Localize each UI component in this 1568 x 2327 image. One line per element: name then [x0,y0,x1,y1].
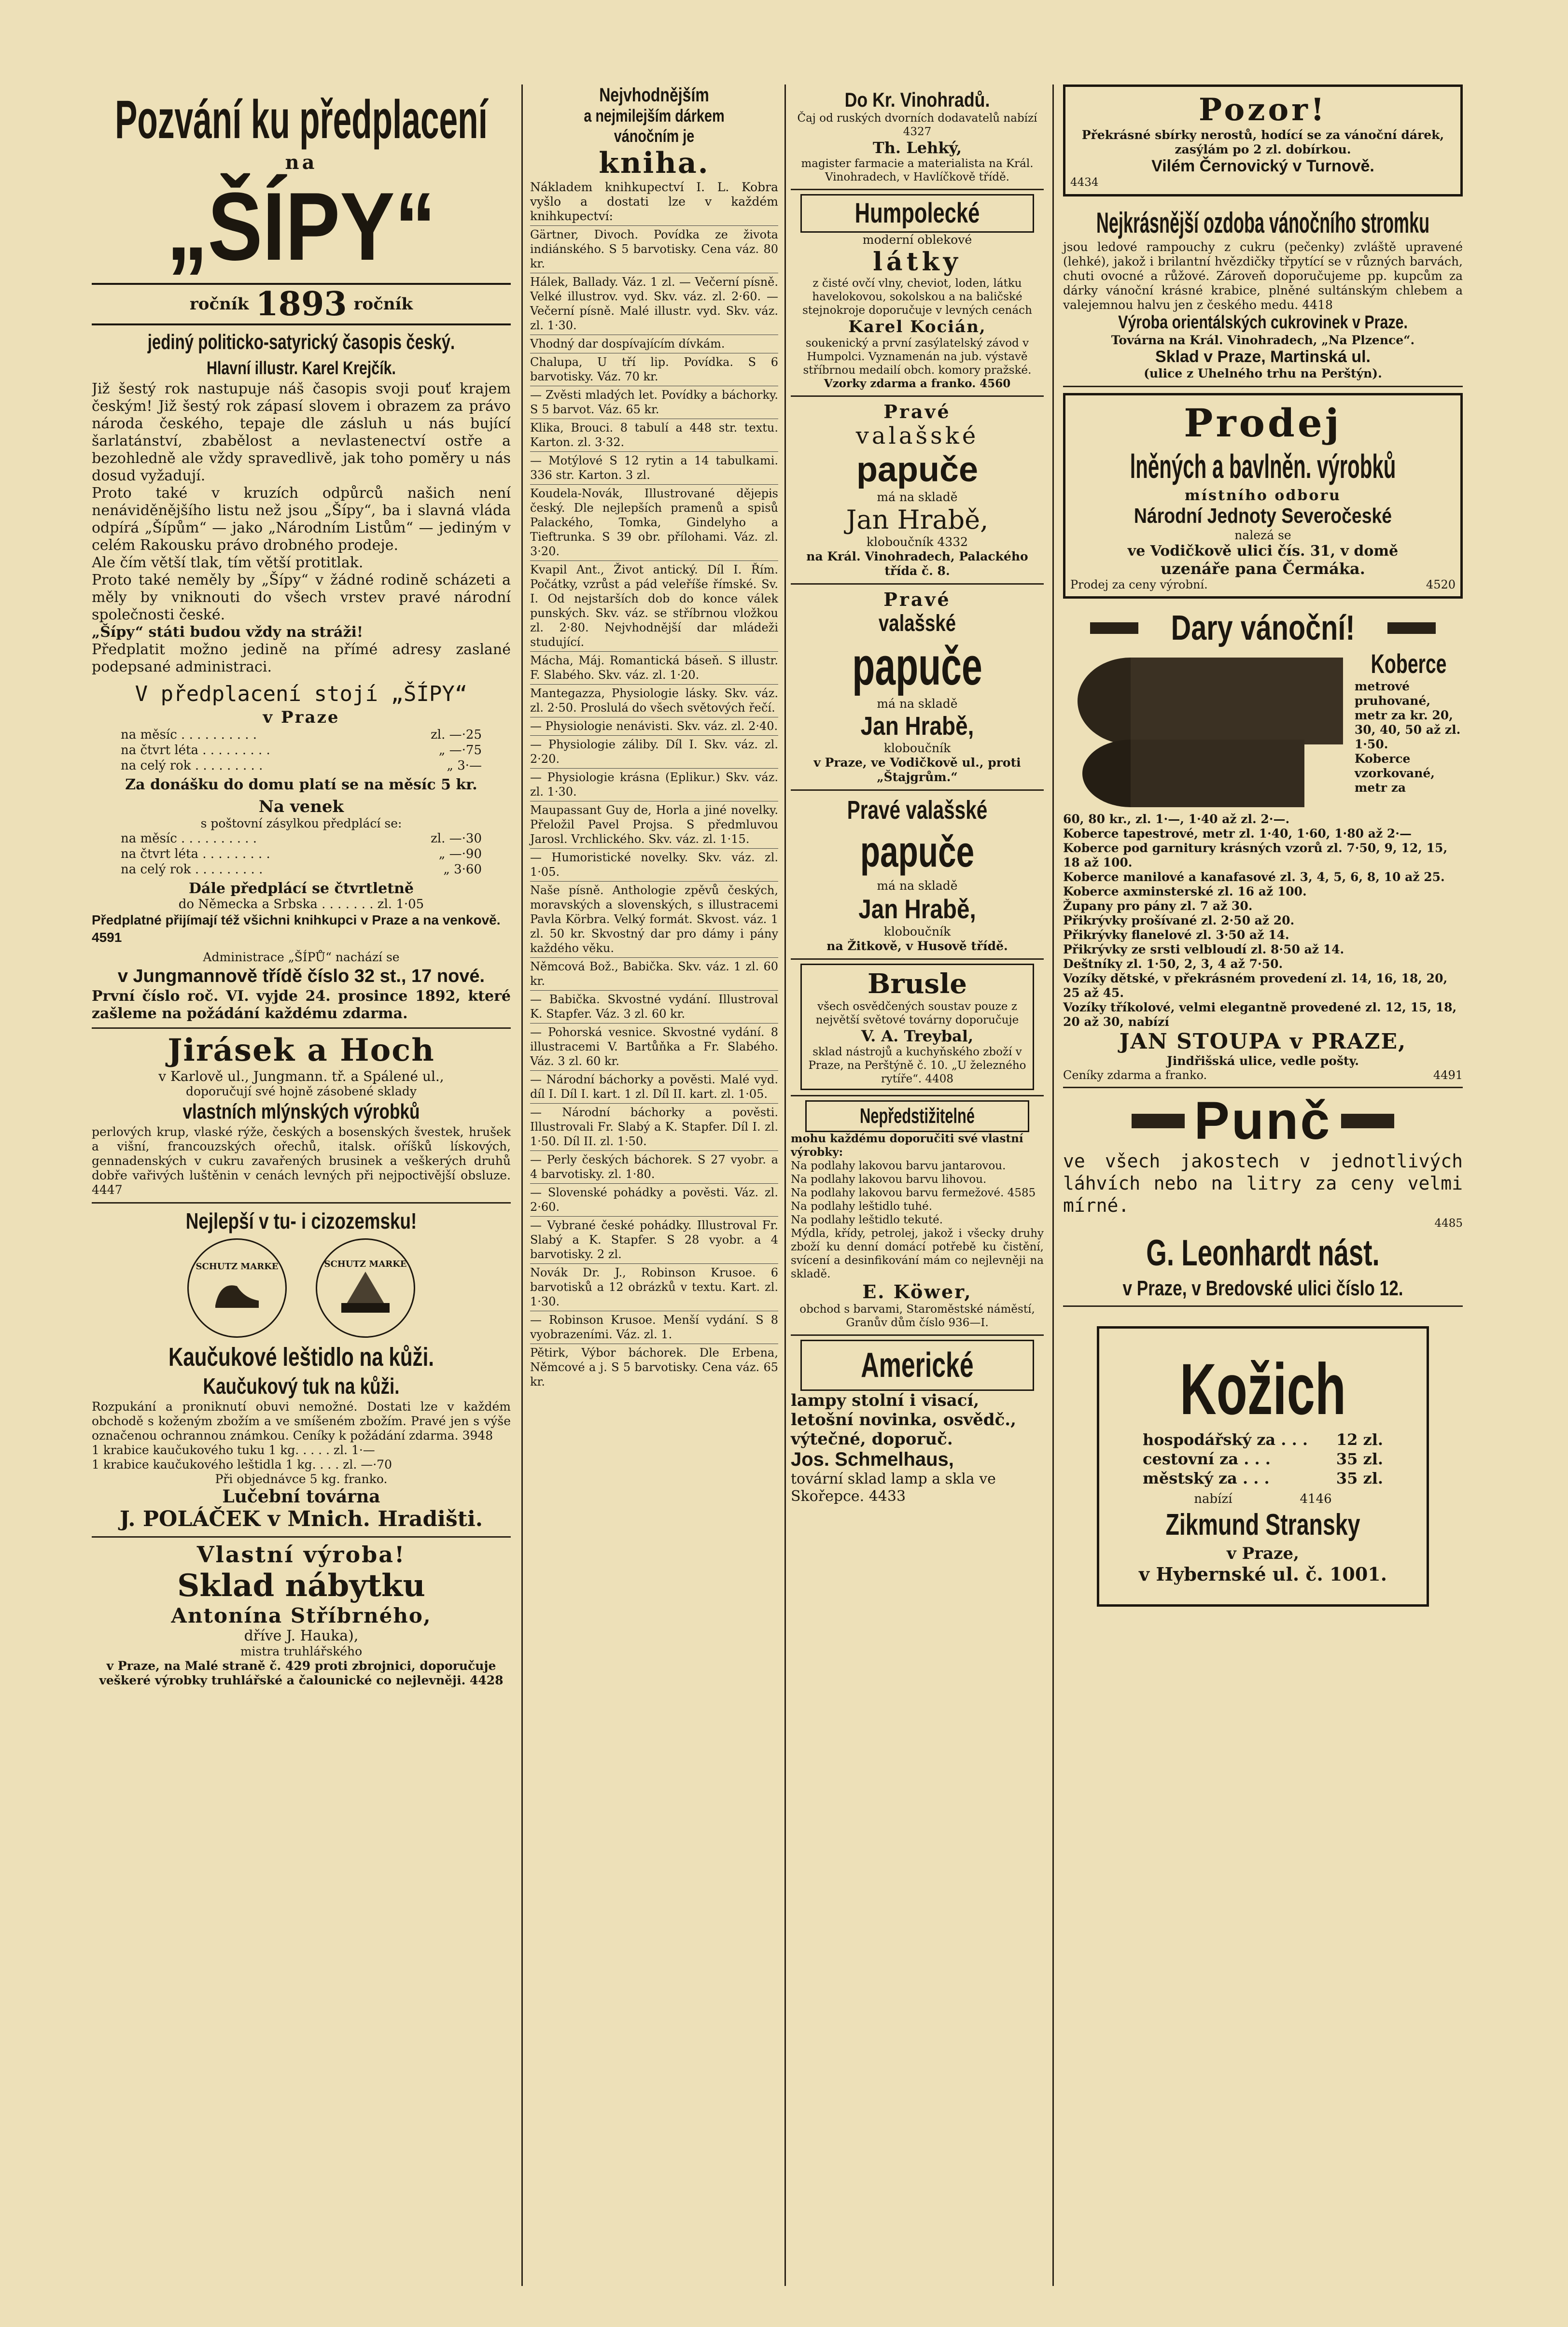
papuce-ad-3 [791,791,1044,960]
price-row: na čtvrt léta . . . . . . . . . „ —·90 [121,847,482,861]
book-entry: Kvapil Ant., Život antický. Díl I. Řím. Počátky, vzrůst a pád veleříše římské. Sv. I. Od nejstarších dob do konce válek punských. Skv. váz. se stříbrnou vložkou zl. 2·80. Nejvhodnější dar mládeži studující. [530,561,778,649]
koberce-vz: Koberce vzorkované, metr za [1354,752,1435,795]
papuce-ad-1 [791,397,1044,585]
orient: Výroba orientálských cukrovinek v Praze. [1118,312,1408,333]
furniture-prev: dříve J. Hauka), [244,1627,359,1644]
jirasek-sub: doporučují své hojně zásobené sklady [185,1084,417,1098]
price-row: na měsíc . . . . . . . . . . zl. —·25 [121,728,482,742]
stransky-city: v Praze, [1227,1544,1299,1563]
column-2 [526,84,782,2286]
ozdoba-ad [1063,202,1463,387]
books-intro: Nákladem knihkupectví I. L. Kobra vyšlo a dostati lze v každém knihkupectví: [530,180,778,223]
book-entry: Gärtner, Divoch. Povídka ze života indiánského. S 5 barvotisky. Cena váz. 80 kr. [530,225,778,271]
polish-order: Při objednávce 5 kg. franko. [215,1472,388,1486]
book-entry: — Slovenské pohádky a pověsti. Váz. zl. 2·60. [530,1183,778,1214]
book-entry: — Zvěsti mladých let. Povídky a báchorky. S 5 barvot. Váz. 65 kr. [530,386,778,417]
book-entry: Maupassant Guy de, Horla a jiné novelky. Přeložil Pavel Projsa. S předmluvou Jarosl. Vrchlického. Skv. váz. zl. 1·15. [530,801,778,846]
carpet-line: Vozíky tříkolové, velmi elegantně provedené zl. 12, 15, 18, 20 až 30, nabízí [1063,1000,1457,1029]
kocian: Karel Kocián, [848,317,986,336]
book-entry: Pětirk, Výbor báchorek. Dle Erbena, Němcové a j. S 5 barvotisky. Cena váz. 65 kr. [530,1344,778,1389]
jirasek-ad [92,1029,511,1204]
prodej-sub: místního odboru [1185,487,1341,504]
kozich-footer: nabízí 4146 [1194,1492,1332,1506]
stoupa-address: Jindřišská ulice, vedle pošty. [1167,1054,1359,1068]
year-number: 1893 [255,285,347,323]
stransky-address: v Hybernské ul. č. 1001. [1139,1563,1387,1585]
polish-row-1: 1 krabice kaučukového tuku 1 kg. . . . . zl. 1·— [92,1443,375,1457]
furniture-title: Sklad nábytku [177,1568,425,1604]
admin-note: Administrace „ŠÍPŮ“ nachází se [203,950,400,964]
polacek: J. POLÁČEK v Mnich. Hradišti. [119,1507,483,1531]
brusle-box [800,964,1034,1090]
papuce-role: kloboučník [883,741,951,755]
carpet-line: Vozíky dětské, v překrásném provedení zl. 14, 16, 18, 20, 25 až 45. [1063,971,1448,1000]
prague-head: v Praze [263,708,340,727]
year-banner [92,283,511,325]
year-right: ročník [353,294,413,314]
papuce-valasske: valašské [878,611,956,636]
carpet-line: Koberce pod garnitury krásných vzorů zl. 7·50, 9, 12, 15, 18 až 100. [1063,841,1448,869]
books-head-2: a nejmilejším dárkem vánočním je [584,106,725,146]
brusle-title: Brusle [868,968,967,1000]
prodej-address: ve Vodičkově ulici čís. 31, v domě [1127,543,1399,560]
papuce-address: na Žitkově, v Husově třídě. [826,939,1008,953]
sipy-para3: Ale čím větší tlak, tím větší protitlak. [92,554,364,571]
treybal-text: sklad nástrojů a kuchyňského zboží v Praze, na Perštýně č. 10. „U železného rytíře“. 4408 [808,1046,1026,1085]
papuce-sklad: má na skladě [877,490,958,504]
kozich-title: Kožich [1179,1348,1346,1430]
book-entry: Vhodný dar dospívajícím dívkám. [530,335,778,351]
book-entry: — Národní báchorky a pověsti. Illustrovali Fr. Slabý a K. Stapfer. Díl I. zl. 1·50. Díl II. zl. 1·50. [530,1103,778,1149]
furniture-ad [92,1538,511,1688]
sipy-headline: Pozvání ku předplacení [115,89,488,150]
papuce-role: kloboučník 4332 [866,535,968,549]
own-product: Vlastní výroba! [196,1542,406,1568]
column-rule [784,84,786,2286]
nep-text: Na podlahy leštidlo tekuté. [791,1214,943,1226]
price-row: na celý rok . . . . . . . . . „ 3·— [121,758,482,773]
koberce-info [1355,648,1463,812]
sipy-para6: Předplatit možno jedině na přímé adresy zaslané podepsané administraci. [92,641,511,675]
papuce-address: na Král. Vinohradech, Palackého třída č. 8. [806,549,1028,578]
jirasek-title: Jirásek a Hoch [168,1032,435,1068]
stoupa: JAN STOUPA v PRAZE, [1119,1029,1407,1054]
carpet-line: Přikrývky prošívané zl. 2·50 až 20. [1063,913,1295,927]
book-entry: — Vybrané české pohádky. Illustroval Fr. Slabý a K. Stapfer. S 28 vyobr. a 4 barvotisky. 2 zl. [530,1216,778,1262]
lehky-text: magister farmacie a materialista na Král. Vinohradech, v Havlíčkově třídě. [801,157,1034,183]
book-entry: — Physiologie krásna (Eplikur.) Skv. váz. zl. 1·30. [530,768,778,799]
papuce-title: papuče [860,828,975,876]
pozor-text: Překrásné sbírky nerostů, hodící se za vánoční dárek, zasýlám po 2 zl. dobírkou. [1081,128,1444,156]
stransky: Zikmund Stransky [1165,1508,1360,1542]
books-head-1: Nejvhodnějším [599,84,709,106]
papuce-hrabe: Jan Hrabě, [846,505,989,535]
treybal: V. A. Treybal, [861,1027,974,1045]
sipy-para5: „Šípy“ státi budou vždy na stráži! [92,624,364,641]
papuce-ad-2 [791,585,1044,791]
book-entry: Mantegazza, Physiologie lásky. Skv. váz. zl. 2·50. Proslulá do všech světových řečí. [530,684,778,715]
book-entry: — Physiologie nenávisti. Skv. váz. zl. 2·40. [530,717,778,733]
koberce-row [1063,648,1463,812]
brusle-text: všech osvědčených soustav pouze z největší světové továrny doporučuje [815,1000,1019,1026]
humpolec-latky: látky [873,247,962,277]
carpet-rolls-icon [1063,648,1347,812]
kower-text: obchod s barvami, Staroměstské náměstí, Granův dům číslo 936—I. [799,1303,1035,1329]
delivery-note: Za donášku do domu platí se na měsíc 5 kr. [125,776,477,793]
humpolec-box [800,194,1034,233]
sipy-subtitle: jediný politicko-satyrický časopis český. [147,330,455,354]
trademark-logo-1: SCHUTZ MARKE [187,1238,287,1338]
papuce-prave: Pravé [883,589,951,610]
humpolec-text: z čisté ovčí vlny, cheviot, loden, látku havelokovou, sokolskou a na baličské stejnokroje doporučuje v levných cenách [802,277,1032,317]
nalezase: nalezá se [1234,528,1291,542]
kozich-row: městský za . . . 35 zl. [1143,1469,1383,1487]
carpet-line: Župany pro pány zl. 7 až 30. [1063,899,1253,913]
sipy-para1: Již šestý rok nastupuje náš časopis svoji pouť krajem českým! Již šestý rok zápasí slovem i obrazem za právo národa českého, tepaje dle zásluh u nás bující šarlatánství, zbabělost a nevlastenectví ostře a bezohledně ale vždy spravedlivě, jak toho poměry u nás dosud vyžadují. [92,380,511,484]
cermak: uzenáře pana Čermáka. [1161,560,1365,578]
book-entry: Koudela-Novák, Illustrované dějepis český. Dle nejlepších pramenů a spisů Palackého, Tomka, Gindelyho a Tieftrunka. S 39 obr. přílohami. Váz. zl. 3·20. [530,484,778,559]
book-list [530,225,778,1389]
papuce-sklad: má na skladě [877,879,958,893]
country-head: Na venek [258,797,344,816]
factory-label: Lučební továrna [222,1486,380,1507]
book-entry: Naše písně. Anthologie zpěvů českých, moravských a slovenských, s illustracemi Pavla Körbra. Velký formát. Skvost. váz. 1 zl. 50 kr. Skvostný dar pro dámy i pány každého věku. [530,881,778,955]
prodej-title: Prodej [1184,400,1342,446]
carpet-line: Přikrývky ze srsti velbloudí zl. 8·50 až 14. [1063,942,1344,956]
sipy-name: „ŠÍPY“ [167,173,436,280]
humpolec-ad [791,190,1044,397]
jirasek-head: vlastních mlýnských výrobků [182,1100,420,1123]
koberce-prices: 60, 80 kr., zl. 1·—, 1·40 až zl. 2·—. [1063,812,1290,826]
nep-title: Nepředstižitelné [860,1104,975,1128]
furniture-master: mistra truhlářského [240,1644,363,1658]
nepredstizitelne-ad [791,1096,1044,1336]
book-entry: — Perly českých báchorek. S 27 vyobr. a 4 barvotisky. zl. 1·80. [530,1150,778,1181]
leonhardt-address: v Praze, v Bredovské ulici číslo 12. [1122,1276,1403,1300]
lehky: Th. Lehký, [872,139,962,157]
price-row: na měsíc . . . . . . . . . . zl. —·30 [121,831,482,846]
kozich-row: hospodářský za . . . 12 zl. [1143,1430,1383,1449]
book-entry: Novák Dr. J., Robinson Krusoe. 6 barvotisků a 12 obrázků v textu. Kart. zl. 1·30. [530,1263,778,1309]
americke-box [800,1340,1034,1391]
book-entry: Chalupa, U tří lip. Povídka. S 6 barvotisky. Váz. 70 kr. [530,353,778,384]
shoe-icon [210,1272,264,1315]
pozor-title: Pozor! [1199,92,1327,128]
booksellers: Předplatné přijímají též všichni knihkupci v Praze a na venkově. 4591 [92,912,501,945]
americke-ad [791,1336,1044,1505]
carpet-list [1063,827,1463,1029]
pozor-num: 4434 [1070,176,1099,189]
carpet-line: Koberce axminsterské zl. 16 až 100. [1063,884,1307,898]
papuce-title: papuče [852,637,982,696]
book-entry: — Babička. Skvostné vydání. Illustroval K. Stapfer. Váz. 3 zl. 60 kr. [530,990,778,1021]
schmelhaus: Jos. Schmelhaus, [791,1449,954,1470]
column-rule [521,84,523,2286]
book-entry: Klika, Brouci. 8 tabulí a 448 str. textu. Karton. zl. 3·32. [530,419,778,449]
stoupa-footer: Ceníky zdarma a franko. 4491 [1063,1068,1463,1082]
trademark-logo-2: SCHUTZ MARKE [316,1238,415,1338]
abroad-row: do Německa a Srbska . . . . . . . zl. 1·05 [178,897,424,911]
admin-address: v Jungmannově třídě číslo 32 st., 17 nové. [117,966,485,986]
kozich-ad [1097,1326,1429,1607]
kocian-text: soukenický a první zasýlatelský závod v Humpolci. Vyznamenán na jub. výstavě stříbrnou medailí obch. komory pražské. [803,337,1032,377]
leonhardt: G. Leonhardt nást. [1146,1233,1380,1274]
polish-text: Rozpukání a proniknutí obuvi nemožné. Dostati lze v každém obchodě s koženým zbožím a ve smíšeném zbožím. Pravé jen s výše označenou ochrannou známkou. Ceníky k požádání zdarma. 3948 [92,1400,511,1443]
papuce-prave: Pravé [883,401,951,422]
ozdoba-text: jsou ledové rampouchy z cukru (pečenky) zvláště upravené (lehké), jakož i brilantní hvězdičky třpytící se v různých barvách, chuti ovocné a růžové. Zároveň doporučujeme pp. kupcům za dárky vánoční krásné krabice, plněné sultánským chlebem a valejemnou halvu jen z českého medu. 4418 [1063,240,1463,312]
arrow-right-icon [1341,1114,1394,1128]
book-entry: Mácha, Máj. Romantická báseň. S illustr. F. Slabého. Skv. váz. zl. 1·20. [530,651,778,682]
punc-title: Punč [1194,1091,1332,1150]
punc-ad [1063,1088,1463,1307]
nep-text: Mýdla, křídy, petrolej, jakož i všecky druhy zboží ku denní domácí potřebě ku čistění, svícení a desinfikování mám co nejlevněji na skladě. [791,1227,1044,1280]
vinohrady-ad [791,84,1044,190]
vinohrady-text: Čaj od ruských dvorních dodavatelů nabízí 4327 [797,112,1037,138]
ozdoba-title: Nejkrásnější ozdoba vánočního stromku [1096,207,1430,239]
papuce-address: v Praze, ve Vodičkově ul., proti „Štajgrům.“ [813,756,1021,784]
lampy-text: lampy stolní i visací, letošní novinka, osvědč., výtečné, doporuč. [791,1391,1016,1449]
book-entry: — Robinson Krusoe. Menší vydání. S 8 vyobrazeními. Váz. zl. 1. [530,1311,778,1342]
kower: E. Köwer, [862,1281,972,1303]
kozich-wrap [1063,1307,1463,1626]
nep-text: mohu každému doporučiti své vlastní výrobky: [791,1132,1023,1159]
americke-title: Americké [861,1346,974,1385]
papuce-hrabe: Jan Hrabě, [860,712,974,741]
polish-title: Kaučukové leštidlo na kůži. [168,1343,434,1372]
jirasek-address: v Karlově ul., Jungmann. tř. a Spálené ul., [158,1068,444,1084]
vinohrady-title: Do Kr. Vinohradů. [844,88,990,111]
arrow-left-icon [1090,622,1138,634]
arrow-right-icon [1387,622,1436,634]
carpet-line: Deštníky zl. 1·50, 2, 3, 4 až 7·50. [1063,957,1283,971]
book-entry: — Národní báchorky a pověsti. Malé vyd. díl I. Díl I. kart. 1 zl. Díl II. kart. zl. 1·05. [530,1070,778,1101]
papuce-hrabe: Jan Hrabě, [858,894,976,924]
book-entry: — Pohorská vesnice. Skvostné vydání. 8 illustracemi V. Bartůňka a Fr. Slabého. Váz. 3 zl. 60 kr. [530,1023,778,1068]
dary-title: Dary vánoční! [1171,609,1355,647]
sipy-para4: Proto také neměly by „Šípy“ v žádné rodině scházeti a měly by vniknouti do všech vrstev pravé národní společnosti české. [92,572,511,623]
book-entry: — Physiologie záliby. Díl I. Skv. váz. zl. 2·20. [530,735,778,766]
brusle-ad [791,960,1044,1096]
nep-text: Na podlahy lakovou barvu jantarovou. [791,1160,1006,1172]
sipy-na: na [285,151,318,174]
dary-banner [1063,608,1463,648]
furniture-owner: Antonína Stříbrného, [171,1604,432,1627]
pozor-ad [1063,84,1463,196]
papuce-role: kloboučník [883,925,951,939]
kocian-free: Vzorky zdarma a franko. 4560 [824,377,1011,390]
nep-text: Na podlahy lakovou barvu lihovou. [791,1173,987,1186]
papuce-valasske: valašské [855,422,979,449]
book-entry: Němcová Bož., Babička. Skv. váz. 1 zl. 60 kr. [530,957,778,988]
price-row: na celý rok . . . . . . . . . „ 3·60 [121,862,482,877]
polish-row-2: 1 krabice kaučukového leštidla 1 kg. . . . zl. —·70 [92,1458,392,1472]
first-issue: První číslo roč. VI. vyjde 24. prosince 1892, které zašleme na požádání každému zdarma. [92,988,511,1022]
pyramid-icon [339,1269,392,1318]
column-4 [1057,84,1463,2286]
schmelhaus-text: tovární sklad lamp a skla ve Skořepce. 4433 [791,1471,996,1505]
papuce-sklad: má na skladě [877,697,958,711]
polish-ad [92,1204,511,1538]
carpet-line: Přikrývky flanelové zl. 3·50 až 14. [1063,928,1289,942]
column-3 [787,84,1048,2286]
sipy-ad [92,84,511,1029]
prodej-subtitle: lněných a bavlněn. výrobků [1130,448,1396,485]
best-head: Nejlepší v tu- i cizozemsku! [185,1208,417,1234]
abroad-head: Dále předplácí se čtvrtletně [188,880,414,897]
kozich-row: cestovní za . . . 35 zl. [1143,1450,1383,1468]
fat-title: Kaučukový tuk na kůži. [203,1374,400,1399]
nep-text: Na podlahy lakovou barvu fermežové. 4585 [791,1187,1036,1199]
punc-num: 4485 [1434,1217,1463,1230]
trademark-logos [92,1238,511,1338]
arrow-left-icon [1132,1114,1185,1128]
prague-prices [92,727,511,773]
papuce-prave: Pravé valašské [847,796,988,825]
jirasek-text: perlových krup, vlaské rýže, českých a bosenských švestek, hrušek a višní, francouzských ořechů, italsk. oříšků lískových, gennadenských v cukru zavařených brusinek a veškerých druhů dobře vařivých luštěnin v cenách levných při nejpoctivější obsluze. 4447 [92,1125,511,1197]
book-entry: — Humoristické novelky. Skv. váz. zl. 1·05. [530,848,778,879]
koberce-title: Koberce [1371,648,1447,679]
newspaper-page [92,84,1463,2286]
orient-shop: Sklad v Praze, Martinská ul. [1155,348,1371,366]
book-entry: Hálek, Ballady. Váz. 1 zl. — Večerní písně. Velké illustrov. vyd. Skv. váz. zl. 2·60. — Večerní písně. Malé illustr. vyd. Skv. váz. zl. 1·30. [530,273,778,333]
nep-box [805,1100,1029,1132]
kozich-prices [1114,1430,1412,1488]
books-head-3: kniha. [599,146,710,180]
year-left: ročník [189,294,249,314]
column-1 [92,84,517,2286]
furniture-address: v Praze, na Malé straně č. 429 proti zbrojnici, doporučuje veškeré výrobky truhlářské a čalounické co nejlevněji. 4428 [99,1659,504,1687]
humpolec-moderni: moderní oblekové [862,233,972,247]
koberce-text: metrové pruhované, metr za kr. 20, 30, 40, 50 až zl. 1·50. [1354,679,1461,751]
dary-ad [1063,604,1463,1088]
price-row: na čtvrt léta . . . . . . . . . „ —·75 [121,743,482,757]
papuce-title: papuče [856,450,979,489]
punc-text: ve všech jakostech v jednotlivých láhvích nebo na litry za ceny velmi mírné. [1063,1150,1463,1216]
prodej-footer: Prodej za ceny výrobní. 4520 [1070,578,1456,591]
nep-text: Na podlahy leštidlo tuhé. [791,1200,933,1213]
book-entry: — Motýlové S 12 rytin a 14 tabulkami. 336 str. Karton. 3 zl. [530,451,778,482]
country-prices [92,831,511,877]
country-sub: s poštovní zásylkou předplácí se: [200,816,402,830]
punc-banner [1063,1092,1463,1150]
jednota: Národní Jednoty Severočeské [1134,504,1392,528]
carpet-line: Koberce tapestrové, metr zl. 1·40, 1·60, 1·80 až 2·— [1063,827,1412,841]
sipy-para2: Proto také v kruzích odpůrců našich není nenáviděnějšího listu než jsou „Šípy“, ba i slavná vláda odpírá „Šípům“ — jako „Národním Listům“ — jediným v celém Rakousku právo drobného prodeje. [92,485,511,554]
orient-corner: (ulice z Uhelného trhu na Perštýn). [1144,366,1382,380]
sipy-illustrator: Hlavní illustr. Karel Krejčík. [207,358,396,378]
prices-head: V předplacení stojí „ŠÍPY“ [135,682,468,706]
carpet-line: Koberce manilové a kanafasové zl. 3, 4, 5, 6, 8, 10 až 25. [1063,870,1445,884]
orient-factory: Továrna na Král. Vinohradech, „Na Plzence“. [1111,333,1415,347]
humpolec-title: Humpolecké [854,197,980,229]
prodej-ad [1063,393,1463,599]
column-rule [1052,84,1054,2286]
cernovicky: Vilém Černovický v Turnově. [1151,157,1374,175]
